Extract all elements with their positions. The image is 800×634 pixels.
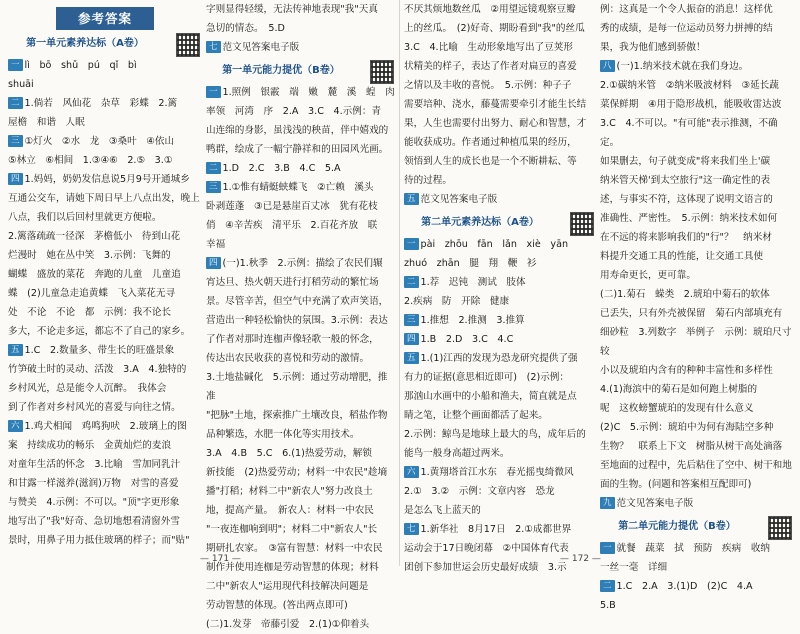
answer-text: 在不远的将来影响我们的"行"？ 纳米材 (600, 232, 772, 243)
answer-line (8, 56, 202, 75)
answer-text: 已丢失，只有外壳被保留 菊石内部填充有 (600, 308, 783, 319)
answer-line (404, 152, 596, 171)
answer-lines (206, 83, 396, 634)
answer-text: 急切的情态。 5.D (206, 23, 285, 34)
question-number-badge: 一 (404, 238, 419, 250)
answer-line (600, 76, 794, 95)
answer-line (8, 75, 202, 94)
question-number-badge: 七 (404, 523, 419, 535)
answer-line (8, 474, 202, 493)
answer-line (600, 437, 794, 456)
answer-text: "一夜连枷响到明"；材料二中"新农人"长 (206, 524, 378, 535)
answer-text: 俏 ④辛苦疾 清平乐 2.百花齐放 联 (206, 220, 378, 231)
question-number-badge: 六 (8, 420, 23, 432)
answer-line (206, 330, 396, 349)
question-number-badge: 四 (206, 257, 221, 269)
answer-text: 1.B 2.D 3.C 4.C (420, 334, 514, 345)
answer-line (600, 304, 794, 323)
answer-text: 待的过程。 (404, 175, 452, 186)
question-number-badge: 一 (8, 59, 23, 71)
answer-line (600, 190, 794, 209)
answer-text: 需要培种、浇水，藤蔓需要牵引才能生长结 (404, 99, 587, 110)
answer-line (404, 444, 596, 463)
answer-line (8, 341, 202, 360)
answer-text: 与赞美 4.示例：不可以。"顶"字更形象 (8, 497, 180, 508)
page-number-left: — 171 — (200, 554, 241, 564)
answer-line (404, 133, 596, 152)
answer-line (206, 197, 396, 216)
answer-text: 述，与事实不符，这体现了说明文语言的 (600, 194, 773, 205)
question-number-badge: 五 (404, 193, 419, 205)
answer-line (404, 349, 596, 368)
question-number-badge: 五 (8, 344, 23, 356)
question-number-badge: 一 (206, 86, 221, 98)
answer-line (206, 38, 396, 57)
section-header (404, 212, 596, 234)
answer-line (206, 482, 396, 501)
answer-text: 小以及琥珀内含有的种种丰富性和多样性 (600, 365, 773, 376)
answer-text: 果，我为他们感到骄傲！ (600, 42, 706, 53)
question-number-badge: 二 (600, 580, 615, 592)
answer-text: 劳动智慧的体现。(答出两点即可) (206, 600, 348, 611)
answer-line (404, 57, 596, 76)
answer-text: 字则显得轻缓，无法传神地表现"我"天真 (206, 4, 378, 15)
answer-line (600, 285, 794, 304)
answer-line (600, 171, 794, 190)
answer-line (8, 284, 202, 303)
answer-text: 营造出一种轻松愉快的氛围。3.示例：表达 (206, 315, 388, 326)
answer-line (8, 493, 202, 512)
answer-text: (二)1.发芽 帝藤引爱 2.(1)①仰着头 (206, 619, 370, 630)
answer-text: shuāi (8, 79, 34, 90)
answer-text: 1.(1)江西的发现为恐龙研究提供了强 (420, 353, 578, 364)
answer-text: (二)1.菊石 蝾类 2.琥珀中菊石的软体 (600, 289, 770, 300)
answer-line (206, 596, 396, 615)
answer-text: 新技能 (2)热爱劳动；材料一中农民"趁墒 (206, 467, 388, 478)
answer-text: 竹笋破土时的灵动、活泼 3.A 4.独特的 (8, 364, 187, 375)
question-number-badge: 三 (206, 181, 221, 193)
answer-line (206, 406, 396, 425)
answer-text: 能鸟一般身高超过两米。 (404, 448, 510, 459)
question-number-badge: 七 (206, 41, 221, 53)
answer-line (206, 254, 396, 273)
answer-text: 二中"新农人"运用现代科技解决问题是 (206, 581, 369, 592)
answer-text: ⑤林立 ⑥相间 1.③④⑥ 2.⑤ 3.① (8, 155, 173, 166)
answer-text: 4.(1)海滨中的菊石是如何跑上树脂的 (600, 384, 758, 395)
answer-text: 期研扎农家。 ③富有智慧：材料一中农民 (206, 543, 383, 554)
answer-text: 运动会于17日晚闭幕 ②中国体育代表 (404, 543, 569, 554)
answer-text: 如果删去，句子就变成"将来我们坐上'碳 (600, 156, 771, 167)
answer-line (600, 0, 794, 19)
qr-code-icon[interactable] (370, 60, 394, 84)
answer-text: 能收获成功。作者通过种植瓜果的经历， (404, 137, 577, 148)
answer-line (206, 216, 396, 235)
answer-text: 呢 这枚螃蟹琥珀的发现有什么意义 (600, 403, 754, 414)
answer-lines (206, 0, 396, 57)
answer-text: 面的生物。(问题和答案相互配即可) (600, 479, 752, 490)
question-number-badge: 九 (600, 497, 615, 509)
answer-line (404, 38, 596, 57)
answer-line (404, 273, 596, 292)
answer-text: 1.新华社 8月17日 2.①成都世界 (420, 524, 572, 535)
answer-text: 多大，不论走多远，都忘不了自己的家乡。 (8, 326, 191, 337)
answer-line (600, 57, 794, 76)
question-number-badge: 四 (8, 173, 23, 185)
answer-lines (600, 539, 794, 615)
answer-text: 地写出了"我"好奇、急切地想看清窗外雪 (8, 516, 180, 527)
answer-line (8, 398, 202, 417)
answer-line (206, 615, 396, 634)
question-number-badge: 一 (600, 542, 615, 554)
answer-line (404, 171, 596, 190)
answer-text: 对童年生活的怀念 3.比喻 雪加同乳汁 (8, 459, 181, 470)
answer-text: 1.D 2.C 3.B 4.C 5.A (222, 163, 341, 174)
answer-text: 3.土地盐碱化 5.示例：通过劳动增肥，推准 (206, 372, 388, 402)
answer-text: 幸福 (206, 239, 226, 250)
answer-text: 互通公交车，请她下周日早上八点出发，晚上 (8, 193, 200, 204)
answer-text: 乡村风光，总是能令人沉醉。 我体会 (8, 383, 167, 394)
answer-text: 传达出农民收获的喜悦和劳动的激情。 (206, 353, 370, 364)
answer-line (8, 531, 202, 550)
answer-line (404, 520, 596, 539)
answer-line (404, 387, 596, 406)
answer-line (8, 360, 202, 379)
answer-text: 就餐 蔬菜 拭 预防 疾病 收纳 (616, 543, 771, 554)
question-number-badge: 四 (404, 333, 419, 345)
answer-text: 卧剥莲蓬 ③已是悬崖百丈冰 犹有花枝 (206, 201, 378, 212)
page-number-right: — 172 — (560, 554, 601, 564)
answer-line (206, 0, 396, 19)
answer-line (8, 322, 202, 341)
answer-line (600, 114, 794, 152)
answer-line (404, 292, 596, 311)
answer-text: 1.鸡犬相闻 鸡鸣狗吠 2.玻璃上的图 (24, 421, 187, 432)
title-banner (8, 6, 202, 30)
section-header (206, 60, 396, 82)
answer-line (8, 208, 202, 227)
answer-text: 鸭群，绘成了一幅宁静祥和的田园风光画。 (206, 144, 389, 155)
answer-text: 2.示例：鲸鸟是地球上最大的鸟，成年后的 (404, 429, 586, 440)
answer-line (600, 38, 794, 57)
answer-line (206, 273, 396, 292)
answer-text: 1.妈妈，奶奶发信息说5月9号开通城乡 (24, 174, 190, 185)
answer-line (8, 94, 202, 113)
answer-line (404, 19, 596, 38)
answer-text: 1.黄翔塔首江水东 春光摇曳绮微风 (420, 467, 574, 478)
answer-line (206, 102, 396, 121)
answer-line (8, 512, 202, 531)
answer-text: 1.照例 银霰 端 嫩 麓 溪 蝗 肉 (222, 87, 395, 98)
answer-text: 3.A 4.B 5.C 6.(1)热爱劳动，解锁 (206, 448, 372, 459)
answer-text: (2)C 5.示例：琥珀中为何有海陆空多种 (600, 422, 774, 433)
section-title: 第一单元能力提优（B卷） (222, 65, 340, 76)
answer-lines (404, 235, 596, 577)
answer-line (600, 361, 794, 380)
answer-line (8, 417, 202, 436)
answer-line (600, 323, 794, 361)
section-title: 第二单元素养达标（A卷） (421, 217, 539, 228)
answer-text: 至地面的过程中，先后粘住了空中、树干和地 (600, 460, 792, 471)
answer-text: 之情以及丰收的喜悦。 5.示例：种子子 (404, 80, 572, 91)
answer-line (600, 475, 794, 494)
answer-line (600, 399, 794, 418)
answer-line (206, 349, 396, 368)
answer-text: 范文见答案电子版 (616, 498, 694, 509)
answer-line (600, 596, 794, 615)
answer-text: 果，人生也需要付出努力、耐心和智慧，才 (404, 118, 587, 129)
answer-line (600, 152, 794, 171)
answer-line (600, 456, 794, 475)
answer-line (600, 577, 794, 596)
answer-line (206, 577, 396, 596)
answer-text: 秀的成绩，是每一位运动员努力拼搏的结 (600, 23, 773, 34)
answer-line (404, 0, 596, 19)
answer-line (206, 178, 396, 197)
answer-line (8, 132, 202, 151)
answer-text: 3.C 4.不可以。"有可能"表示推测，不确定。 (600, 118, 778, 148)
answer-line (8, 436, 202, 455)
answer-line (600, 228, 794, 247)
answer-line (8, 246, 202, 265)
section-header (8, 33, 202, 55)
answer-line (404, 330, 596, 349)
answer-line (404, 406, 596, 425)
answer-lines (404, 0, 596, 209)
answer-text: 案 持续成功的畅乐 金黄灿烂的麦浪 (8, 440, 172, 451)
qr-code-icon[interactable] (176, 33, 200, 57)
answer-line (206, 501, 396, 520)
answer-text: 料提升交通工具的性能，让交通工具使 (600, 251, 764, 262)
answer-line (600, 247, 794, 266)
answer-text: 播"打稻；材料二中"新农人"努力改良土 (206, 486, 373, 497)
answer-line (404, 235, 596, 254)
answer-line (600, 19, 794, 38)
answer-line (8, 227, 202, 246)
answer-line (206, 140, 396, 159)
question-number-badge: 五 (404, 352, 419, 364)
answer-text: 睛之笔，让整个画面都活了起来。 (404, 410, 548, 421)
answer-line (206, 463, 396, 482)
answer-text: 生物？ 联系上下文 树脂从树干高处滴落 (600, 441, 783, 452)
answer-line (404, 311, 596, 330)
answer-text: 纳米管天梯'到太空旅行"这一确定性的表 (600, 175, 771, 186)
answer-line (404, 190, 596, 209)
answer-line (600, 209, 794, 228)
answer-text: 细砂粒 3.列数字 举例子 示例：琥珀尺寸较 (600, 327, 792, 357)
question-number-badge: 二 (404, 276, 419, 288)
section-title: 第一单元素养达标（A卷） (26, 38, 144, 49)
answer-line (404, 254, 596, 273)
question-number-badge: 八 (600, 60, 615, 72)
question-number-badge: 二 (8, 97, 23, 109)
question-number-badge: 三 (404, 314, 419, 326)
answer-text: 是怎么飞上蓝天的 (404, 505, 481, 516)
answer-line (404, 368, 596, 387)
answer-text: (一)1.秋季 2.示例：描绘了农民们辗 (222, 258, 383, 269)
answer-text: 1.推想 2.推测 3.推算 (420, 315, 525, 326)
answer-text: 和甘露一样滋养(滋润)万物 对雪的喜爱 (8, 478, 179, 489)
answer-text: 用寿命更长，更可靠。 (600, 270, 696, 281)
answer-text: 到了作者对乡村风光的喜爱与向往之情。 (8, 402, 181, 413)
answer-text: 品种繁选，水肥一体化等实用技术。 (206, 429, 360, 440)
answer-text: 1.①惟有蜻蜓蛱蝶飞 ②亡赖 溪头 (222, 182, 374, 193)
answer-text: 5.B (600, 600, 616, 611)
answer-text: 景。尽管辛苦，但空气中充满了欢声笑语， (206, 296, 389, 307)
answer-text: 了作者对那时连枷声像轻歌一般的怀念， (206, 334, 379, 345)
answer-text: 范文见答案电子版 (420, 194, 498, 205)
answer-line (8, 189, 202, 208)
answer-line (404, 95, 596, 114)
answer-text: 不厌其烦地数丝瓜 ②用望远镜观察豆瓣 (404, 4, 576, 15)
answer-text: 制作并使用连枷是劳动智慧的体现；材料 (206, 562, 379, 573)
answer-text: 领悟到人生的成长也是一个不断耕耘、等 (404, 156, 577, 167)
answer-text: ①灯火 ②水 龙 ③桑叶 ④依山 (24, 136, 175, 147)
answer-text: pài zhōu fān lǎn xiè yān (420, 239, 569, 250)
answer-line (206, 311, 396, 330)
answer-line (404, 76, 596, 95)
answer-text: 有力的证据(意思相近即可) (2)示例： (404, 372, 569, 383)
section-title: 第二单元能力提优（B卷） (618, 521, 736, 532)
answer-text: 景时，用鼻子用力抵住玻璃的样子；而"贴" (8, 535, 190, 546)
answer-line (404, 463, 596, 482)
answer-line (206, 83, 396, 102)
answer-text: zhuó zhān 腿 翔 鞭 衫 (404, 258, 537, 269)
answer-line (206, 121, 396, 140)
answer-line (600, 418, 794, 437)
answer-line (206, 235, 396, 254)
question-number-badge: 二 (206, 162, 221, 174)
page-title: 参考答案 (56, 7, 154, 30)
answer-line (206, 292, 396, 311)
answer-line (206, 520, 396, 539)
answer-line (206, 159, 396, 178)
answer-text: 地，提高产量。 新农人：材料一中农民 (206, 505, 374, 516)
column-4 (600, 0, 794, 611)
answer-text: 3.C 4.比喻 生动形象地写出了豆荚形 (404, 42, 573, 53)
answer-text: 状精美的样子，表达了作者对扁豆的喜爱 (404, 61, 577, 72)
answer-line (206, 444, 396, 463)
answer-lines (8, 56, 202, 550)
answer-line (8, 265, 202, 284)
answer-line (600, 539, 794, 558)
answer-line (600, 266, 794, 285)
question-number-badge: 三 (8, 135, 23, 147)
answer-text: 2.篱落疏疏一径深 茅檐低小 待到山花 (8, 231, 181, 242)
qr-code-icon[interactable] (768, 516, 792, 540)
answer-text: 例：这真是一个令人振奋的消息！这样优 (600, 4, 773, 15)
answer-text: 山连绵的身影，虽浅浅的秧苗，伴中嬉戏的 (206, 125, 389, 136)
page-fold (399, 0, 400, 566)
answer-text: "把脉"土地，探索推广土壤改良，稻盐作物 (206, 410, 388, 421)
answer-line (8, 303, 202, 322)
answer-text: 2.① 3.② 示例：文章内容 恐龙 (404, 486, 555, 497)
answer-text: 范文见答案电子版 (222, 42, 300, 53)
answer-text: 2.①碳纳米管 ②纳米吸波材料 ③延长蔬 (600, 80, 779, 91)
column-1 (8, 0, 202, 548)
answer-line (8, 455, 202, 474)
answer-text: 那汹山水画中的小船和渔夫，简直就是点 (404, 391, 577, 402)
answer-text: 1.C 2.数量多、带生长的旺盛景象 (24, 345, 175, 356)
answer-line (8, 379, 202, 398)
answer-line (600, 494, 794, 513)
answer-line (404, 482, 596, 501)
answer-text: 烂漫时 她在丛中笑 3.示例：飞舞的 (8, 250, 171, 261)
answer-text: 2.疾病 防 开除 健康 (404, 296, 510, 307)
answer-text: 1.C 2.A 3.(1)D (2)C 4.A (616, 581, 753, 592)
answer-line (206, 19, 396, 38)
answer-line (600, 558, 794, 577)
answer-line (404, 501, 596, 520)
answer-line (404, 114, 596, 133)
section-header (600, 516, 794, 538)
answer-line (404, 425, 596, 444)
answer-line (206, 368, 396, 406)
answer-text: (一)1.纳米技术就在我们身边。 (616, 61, 749, 72)
answer-text: 蝶 (2)儿童急走追黄蝶 飞入菜花无寻 (8, 288, 176, 299)
answer-text: 1.倘若 风仙花 杂草 彩蝶 2.篱 (24, 98, 178, 109)
answer-line (600, 95, 794, 114)
qr-code-icon[interactable] (570, 212, 594, 236)
question-number-badge: 六 (404, 466, 419, 478)
answer-text: 蝴蝶 盛放的菜花 奔跑的儿童 儿童追 (8, 269, 181, 280)
answer-line (8, 170, 202, 189)
answer-text: 处 不论 不论 都 示例：我不论长 (8, 307, 172, 318)
answer-line (8, 113, 202, 132)
answer-text: 一丝一毫 详细 (600, 562, 668, 573)
answer-line (206, 425, 396, 444)
answer-text: 1.荐 迟钝 测试 肢体 (420, 277, 526, 288)
answer-text: lì bō shǔ pú qǐ bì (24, 60, 137, 71)
answer-text: 上的丝瓜。 (2)好奇、期盼看到"我"的丝瓜 (404, 23, 585, 34)
answer-text: 团创下参加世运会历史最好成绩 3.示 (404, 562, 567, 573)
answer-line (8, 151, 202, 170)
answer-text: 屋檐 和谐 人眠 (8, 117, 85, 128)
answer-text: 宵达旦、热火朝天进行打稻劳动的繁忙场 (206, 277, 379, 288)
answer-line (600, 380, 794, 399)
answer-text: 菜保鲜期 ④用于隐形战机，能吸收雷达波 (600, 99, 782, 110)
answer-text: 准确性、严密性。 5.示例：纳米技术如何 (600, 213, 778, 224)
answer-lines (600, 0, 794, 513)
answer-text: 率领 河湾 序 2.A 3.C 4.示例：青 (206, 106, 382, 117)
answer-text: 八点，我们以后回村里就更方便啦。 (8, 212, 162, 223)
